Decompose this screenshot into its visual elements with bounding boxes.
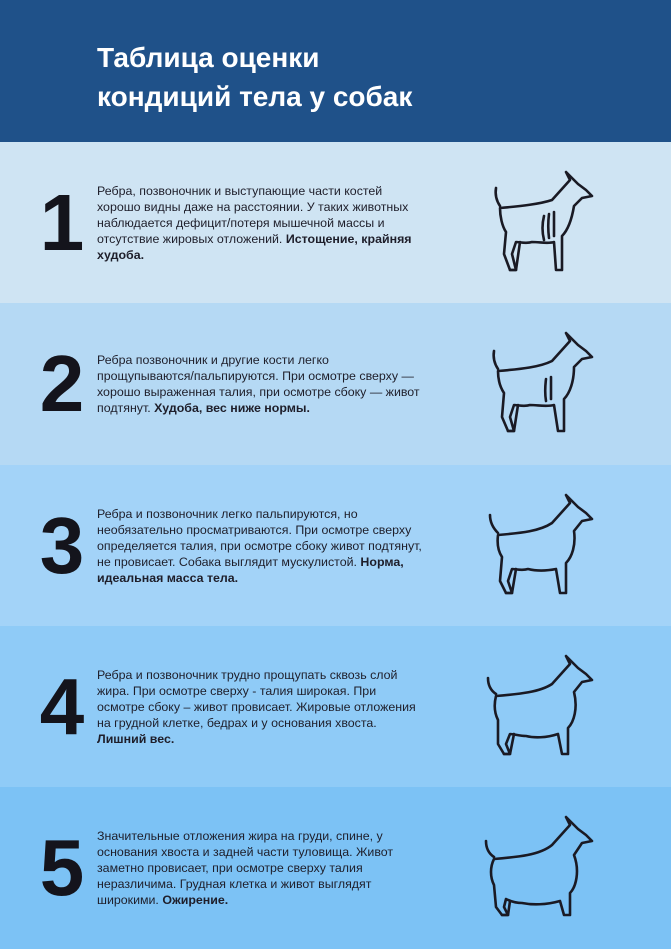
score-number: 4 [39, 661, 85, 751]
verdict-text: Лишний вес. [97, 731, 175, 746]
verdict-text: Ожирение. [162, 893, 229, 907]
score-number: 2 [39, 339, 85, 428]
title-line-2: кондиций тела у собак [97, 81, 413, 112]
score-description [97, 183, 427, 263]
score-number: 1 [39, 177, 85, 267]
overweight-dog-icon [482, 654, 606, 760]
condition-row-3 [0, 465, 671, 626]
thin-dog-icon [482, 170, 606, 276]
score-number: 3 [39, 500, 85, 590]
description-text: Ребра и позвоночник трудно прощупать сквозь слой жира. При осмотре сверху - талия широкая. При осмотре сбоку – живот провисает. Жировые отложения на грудной клетке, бедрах и у основания хвоста. [97, 667, 416, 730]
score-description [97, 667, 427, 747]
description-text: Значительные отложения жира на груди, спине, у основания хвоста и задней части туловища. Живот заметно провисает, при осмотре сверху талия неразличима. Грудная клетка и живот выглядят широкими. [97, 829, 394, 907]
score-description [97, 506, 427, 586]
underweight-dog-icon [482, 331, 606, 437]
score-description [97, 828, 427, 908]
condition-row-2 [0, 303, 671, 465]
score-number: 5 [39, 823, 85, 912]
obese-dog-icon [482, 815, 606, 921]
title-line-1: Таблица оценки [97, 42, 320, 73]
verdict-text: Худоба, вес ниже нормы. [154, 401, 310, 415]
condition-row-1 [0, 142, 671, 303]
score-description [97, 352, 427, 416]
condition-row-5 [0, 787, 671, 949]
condition-row-4 [0, 626, 671, 787]
page-title [97, 38, 671, 116]
page-header [0, 0, 671, 142]
verdict-text: Истощение, крайняя худоба. [97, 231, 412, 262]
ideal-dog-icon [482, 493, 606, 599]
verdict-text: Норма, идеальная масса тела. [97, 554, 404, 585]
description-text: Ребра и позвоночник легко пальпируются, но необязательно просматриваются. При осмотре сверху определяется талия, при осмотре сбоку живот подтянут, не провисает. Собака выглядит мускулистой. [97, 506, 422, 569]
description-text: Ребра позвоночник и другие кости легко прощупываются/пальпируются. При осмотре сверху — хорошо выраженная талия, при осмотре сбоку — живот подтянут. [97, 353, 420, 415]
description-text: Ребра, позвоночник и выступающие части костей хорошо видны даже на расстоянии. У таких животных наблюдается дефицит/потеря мышечной массы и отсутствие жировых отложений. [97, 183, 409, 246]
